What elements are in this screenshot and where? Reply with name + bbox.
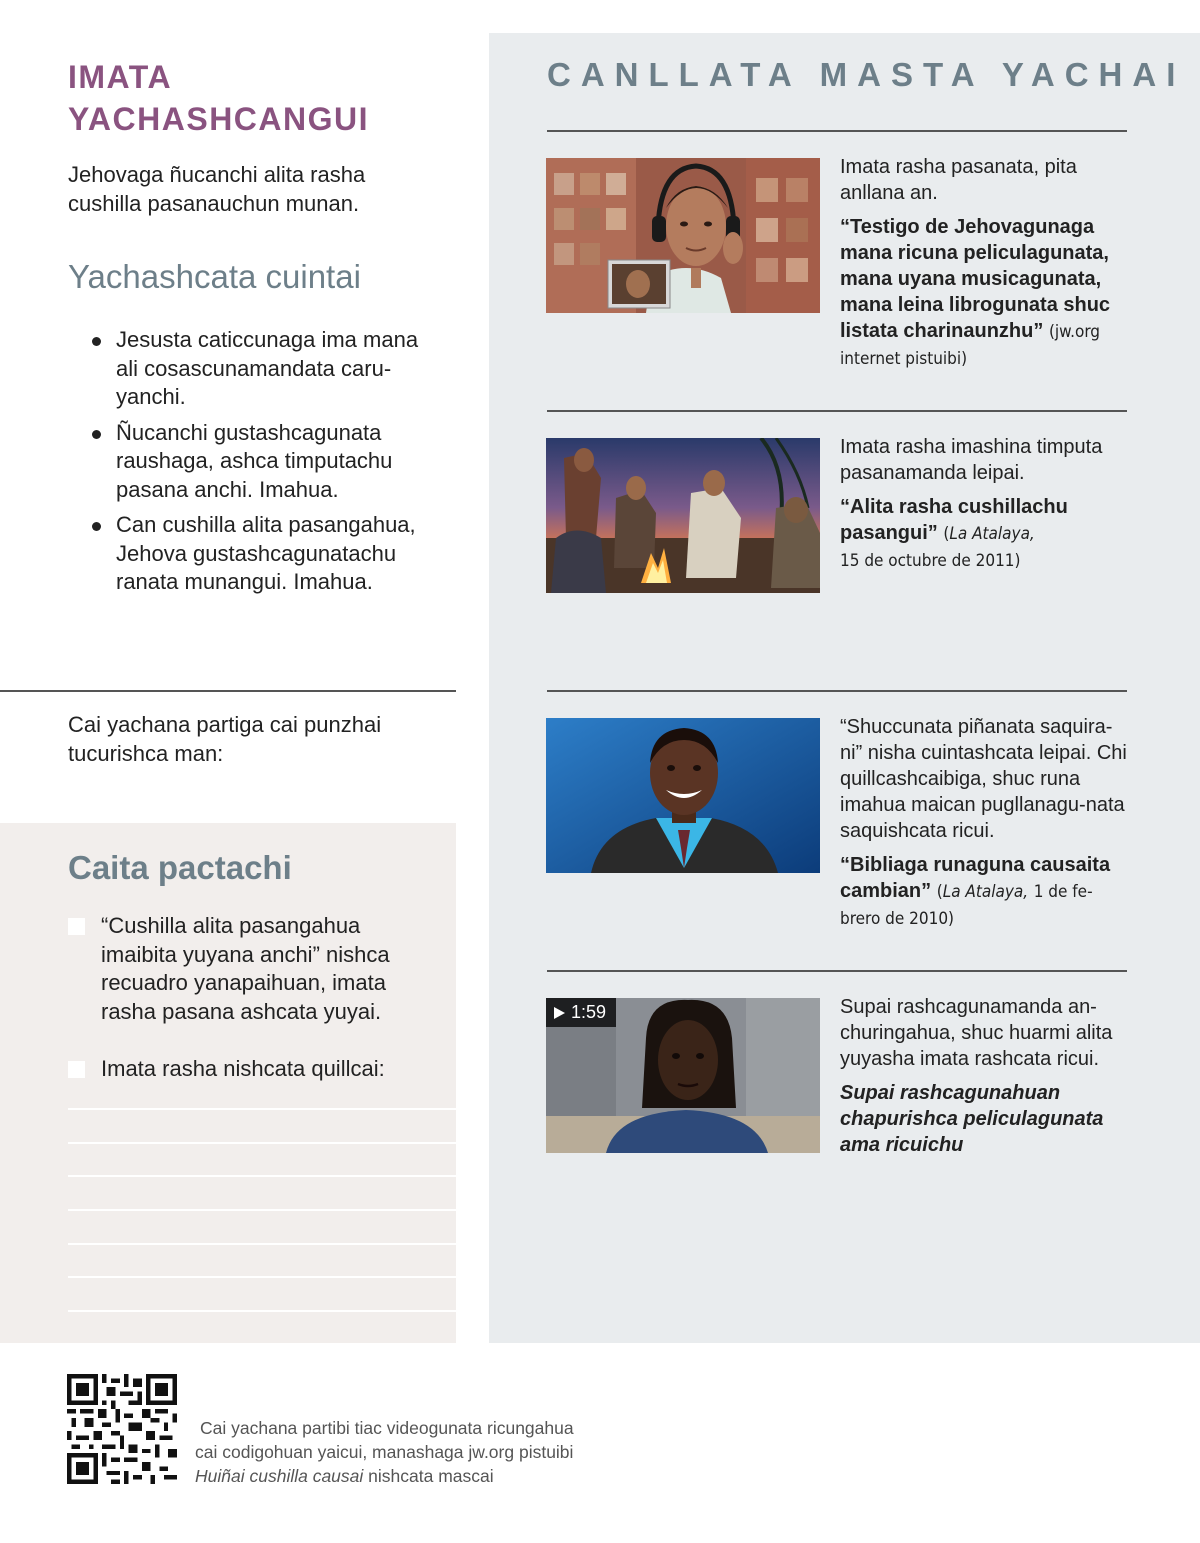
footer-line: cai codigohuan yaicui, manashaga jw.org pistuibi xyxy=(195,1442,574,1462)
checkbox[interactable] xyxy=(68,918,85,935)
article-entry xyxy=(840,154,1130,372)
publication-title: Huiñai cushilla causai xyxy=(195,1466,364,1486)
article-link[interactable]: “Testigo de Jehovagunaga mana ricuna peliculagunata, mana uyana musicagunata, mana leina librogunata shuc listata charinaunzhu” xyxy=(840,216,1111,342)
entry-reference: “Bibliaga runaguna causaita cambian” (La Atalaya, 1 de fe-brero de 2010) xyxy=(840,854,1111,929)
divider xyxy=(547,970,1127,972)
review-point xyxy=(92,326,442,412)
checkbox[interactable] xyxy=(68,1061,85,1078)
video-duration-badge[interactable] xyxy=(546,998,616,1027)
lesson-heading: IMATA YACHASHCANGUI xyxy=(68,59,370,137)
divider xyxy=(0,690,456,692)
entry-intro: Supai rashcagunamanda an-churingahua, shuc huarmi alita yuyasha imata rashcata ricui. xyxy=(840,996,1113,1070)
entry-intro: Imata rasha imashina timputa pasanamanda leipai. xyxy=(840,436,1103,484)
article-link[interactable]: “Bibliaga runaguna causaita cambian” xyxy=(840,854,1111,902)
review-heading: Yachashcata cuintai xyxy=(68,258,361,295)
article-thumbnail[interactable] xyxy=(546,158,820,313)
entry-intro: “Shuccunata piñanata saquira-ni” nisha cuintashcata leipai. Chi quillcashcaibiga, shuc runa imahua maican pugllanagu-nata saquishcata ricui. xyxy=(840,716,1127,842)
qr-code-icon[interactable] xyxy=(67,1374,177,1484)
article-entry xyxy=(840,994,1130,1158)
article-entry xyxy=(840,714,1130,932)
entry-reference: “Alita rasha cushillachu pasangui” (La Atalaya, 15 de octubre de 2011) xyxy=(840,496,1068,571)
review-point-text: Jesusta caticcunaga ima mana ali cosascunamandata caru-yanchi. xyxy=(116,327,419,409)
divider xyxy=(547,130,1127,132)
source-label: La Atalaya, xyxy=(942,882,1029,902)
completion-note: Cai yachana partiga cai punzhai tucurishca man: xyxy=(68,712,382,766)
divider xyxy=(547,410,1127,412)
further-study-heading: CANLLATA MASTA YACHAI xyxy=(547,56,1186,93)
bullet-icon xyxy=(92,522,101,531)
article-thumbnail[interactable] xyxy=(546,438,820,593)
writing-lines[interactable] xyxy=(68,1108,456,1344)
article-entry xyxy=(840,434,1130,574)
bullet-icon xyxy=(92,430,101,439)
source-label: La Atalaya, xyxy=(949,524,1035,544)
entry-reference xyxy=(840,1080,1130,1158)
task-text: Imata rasha nishcata quillcai: xyxy=(101,1056,385,1081)
review-point xyxy=(92,419,442,505)
tasks-heading: Caita pactachi xyxy=(68,849,292,886)
divider xyxy=(547,690,1127,692)
smiling-man-image xyxy=(546,718,820,873)
video-link[interactable]: Supai rashcagunahuan chapurishca peliculagunata ama ricuichu xyxy=(840,1082,1104,1156)
video-thumbnail[interactable] xyxy=(546,998,820,1153)
source-label: (jw.org internet pistuibi) xyxy=(840,322,1101,369)
footer-line-rest: nishcata mascai xyxy=(363,1466,494,1486)
campfire-scene-image xyxy=(546,438,820,593)
review-points xyxy=(92,326,442,604)
entry-intro: Imata rasha pasanata, pita anllana an. xyxy=(840,156,1077,204)
entry-reference xyxy=(840,214,1130,372)
headphones-man-image xyxy=(546,158,820,313)
play-icon xyxy=(554,1007,565,1019)
article-thumbnail[interactable] xyxy=(546,718,820,873)
task-item xyxy=(68,912,428,1026)
task-text: “Cushilla alita pasangahua imaibita yuyana anchi” nishca recuadro yanapaihuan, imata rasha pasana ashcata yuyai. xyxy=(101,913,390,1024)
review-point-text: Can cushilla alita pasangahua, Jehova gustashcagunatachu ranata munangui. Imahua. xyxy=(116,512,416,594)
article-link[interactable]: “Alita rasha cushillachu pasangui” xyxy=(840,496,1068,544)
source-date: 1 de fe-brero de 2010) xyxy=(840,882,1093,929)
review-point-text: Ñucanchi gustashcagunata raushaga, ashca timputachu pasana anchi. Imahua. xyxy=(116,419,393,502)
video-duration: 1:59 xyxy=(571,1002,607,1022)
footer-line: Cai yachana partibi tiac videogunata ricungahua xyxy=(200,1418,574,1438)
lesson-intro: Jehovaga ñucanchi alita rasha cushilla pasanauchun munan. xyxy=(68,162,366,216)
task-item xyxy=(68,1055,428,1084)
source-date: 15 de octubre de 2011) xyxy=(840,551,1021,571)
footer-note xyxy=(195,1416,635,1488)
footer-line xyxy=(195,1464,635,1488)
review-point xyxy=(92,511,442,597)
bullet-icon xyxy=(92,337,101,346)
